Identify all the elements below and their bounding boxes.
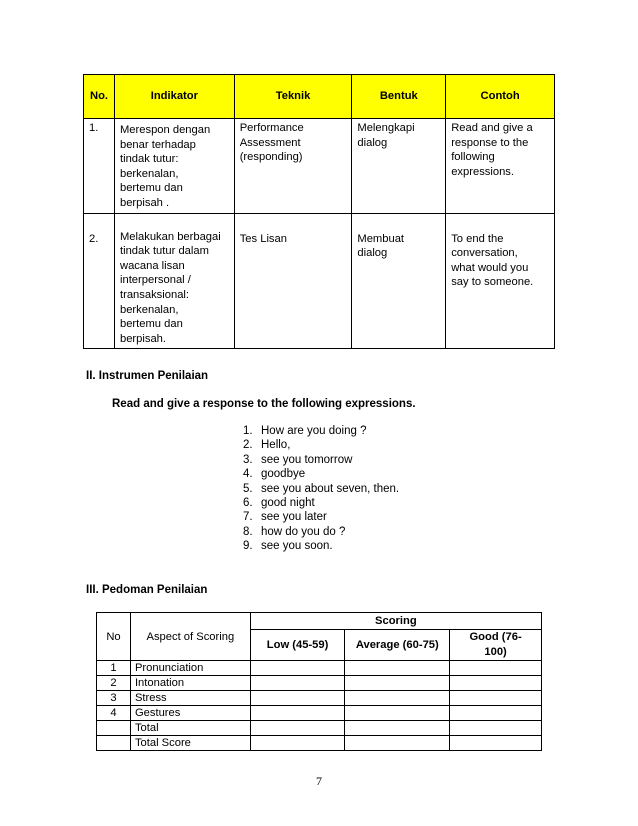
score-good — [450, 691, 542, 706]
assessment-table — [83, 74, 555, 349]
header-average: Average (60-75) — [345, 630, 450, 661]
score-low — [250, 706, 345, 721]
list-item — [243, 539, 399, 553]
item-text: see you about seven, then. — [261, 482, 400, 495]
section2-heading: II. Instrumen Penilaian — [86, 370, 209, 382]
assessment-header-row — [84, 75, 555, 119]
row-aspect: Pronunciation — [130, 661, 250, 676]
header-good: Good (76-100) — [450, 630, 542, 661]
header-scoring: Scoring — [250, 613, 541, 630]
row-no — [97, 721, 131, 736]
score-low — [250, 691, 345, 706]
table-row — [97, 736, 542, 751]
header-aspect: Aspect of Scoring — [130, 613, 250, 661]
header-contoh: Contoh — [446, 75, 555, 119]
score-low — [250, 676, 345, 691]
item-text: goodbye — [261, 468, 306, 481]
header-no: No. — [84, 75, 115, 119]
table-row — [84, 213, 555, 349]
row1-no: 1. — [84, 119, 115, 214]
list-item — [243, 467, 399, 481]
row2-teknik: Tes Lisan — [234, 213, 352, 349]
item-number: 9. — [243, 540, 253, 553]
item-text: how do you do ? — [261, 525, 346, 538]
table-row — [97, 721, 542, 736]
row-no: 4 — [97, 706, 131, 721]
expression-list — [243, 424, 399, 554]
row-aspect: Stress — [130, 691, 250, 706]
row-no: 1 — [97, 661, 131, 676]
table-row — [97, 676, 542, 691]
score-good — [450, 676, 542, 691]
row-no: 3 — [97, 691, 131, 706]
score-average — [345, 691, 450, 706]
table-row — [84, 119, 555, 214]
list-item — [243, 453, 399, 467]
score-low — [250, 721, 345, 736]
item-text: Hello, — [261, 439, 291, 452]
score-good — [450, 721, 542, 736]
item-number: 8. — [243, 525, 253, 538]
header-no: No — [97, 613, 131, 661]
score-average — [345, 661, 450, 676]
item-text: see you later — [261, 511, 327, 524]
list-item — [243, 496, 399, 510]
row-aspect: Gestures — [130, 706, 250, 721]
item-number: 1. — [243, 425, 253, 437]
page-number: 7 — [316, 774, 322, 788]
score-low — [250, 736, 345, 751]
header-bentuk: Bentuk — [352, 75, 446, 119]
row-aspect: Total — [130, 721, 250, 736]
item-number: 3. — [243, 453, 253, 466]
header-low: Low (45-59) — [250, 630, 345, 661]
list-item — [243, 424, 399, 438]
row2-indikator: Melakukan berbagai tindak tutur dalam wacana lisan interpersonal / transaksional: berkenalan, bertemu dan berpisah. — [114, 213, 234, 349]
item-text: How are you doing ? — [261, 425, 367, 437]
item-number: 6. — [243, 497, 253, 510]
item-number: 4. — [243, 468, 253, 481]
score-average — [345, 721, 450, 736]
section2-instruction: Read and give a response to the following expressions. — [112, 398, 416, 410]
table-row — [97, 691, 542, 706]
item-number: 2. — [243, 439, 253, 452]
section3-heading: III. Pedoman Penilaian — [86, 584, 208, 596]
score-good — [450, 736, 542, 751]
list-item — [243, 510, 399, 524]
list-item — [243, 438, 399, 452]
header-teknik: Teknik — [234, 75, 352, 119]
row-no — [97, 736, 131, 751]
row-aspect: Intonation — [130, 676, 250, 691]
list-item — [243, 525, 399, 539]
score-good — [450, 706, 542, 721]
table-row — [97, 661, 542, 676]
row-no: 2 — [97, 676, 131, 691]
row1-bentuk: Melengkapi dialog — [352, 119, 446, 214]
scoring-header-row-1 — [97, 613, 542, 630]
item-number: 5. — [243, 482, 253, 495]
row1-indikator: Merespon dengan benar terhadap tindak tutur: berkenalan, bertemu dan berpisah . — [114, 119, 234, 214]
item-text: good night — [261, 497, 315, 510]
row1-contoh: Read and give a response to the following expressions. — [446, 119, 555, 214]
score-low — [250, 661, 345, 676]
score-average — [345, 706, 450, 721]
table-row — [97, 706, 542, 721]
list-item — [243, 482, 399, 496]
scoring-table — [96, 612, 542, 751]
row2-bentuk: Membuat dialog — [352, 213, 446, 349]
row2-no: 2. — [84, 213, 115, 349]
score-average — [345, 676, 450, 691]
item-text: see you soon. — [261, 540, 333, 553]
score-good — [450, 661, 542, 676]
item-number: 7. — [243, 511, 253, 524]
row-aspect: Total Score — [130, 736, 250, 751]
row1-teknik: Performance Assessment (responding) — [234, 119, 352, 214]
row2-contoh: To end the conversation, what would you say to someone. — [446, 213, 555, 349]
score-average — [345, 736, 450, 751]
item-text: see you tomorrow — [261, 453, 353, 466]
header-indikator: Indikator — [114, 75, 234, 119]
